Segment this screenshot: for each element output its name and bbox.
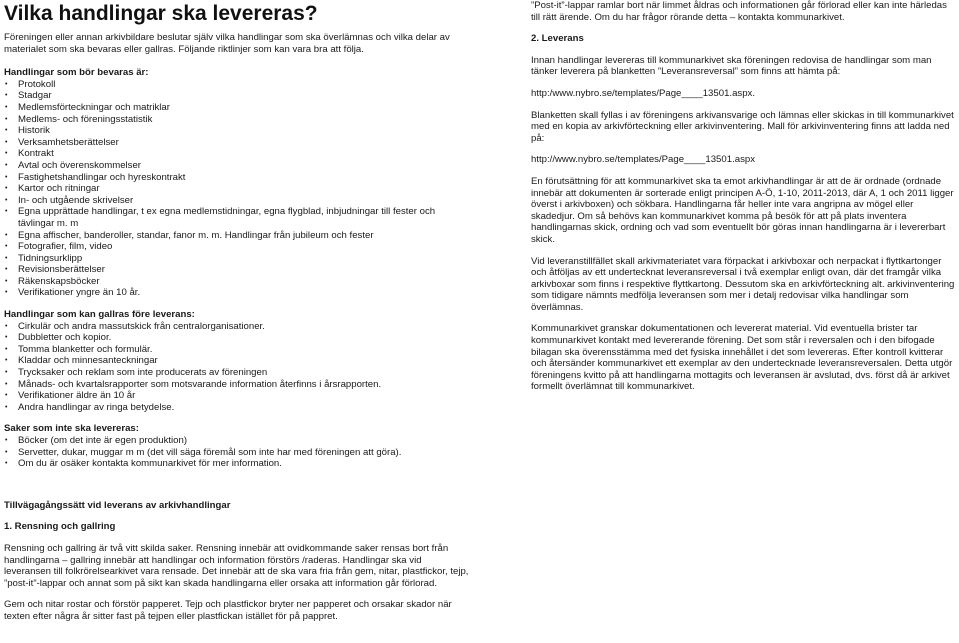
not-delivered-list [4,435,469,470]
page-title: Vilka handlingar ska levereras? [4,2,318,25]
list-item: • Fotografier, film, video [4,241,469,253]
section1-heading: 1. Rensning och gallring [4,521,116,533]
leverans-paragraph-2: Blanketten skall fyllas i av föreningens arkivansvarige och lämnas eller skickas in till kommunarkivet med en kopia av arkivförteckning eller arkivinventering. Mall för arkivinventering finns att ladda ned på: [531,109,954,144]
leverans-paragraph-3: En förutsättning för att kommunarkivet ska ta emot arkivhandlingar är att de är ordnade (ordnade innebär att dokumenten är sorterade enligt principen A-Ö, 1-10, 2011-2013, där A, 1 och 2011 ligger överst i arkivboxen) och sökbara. Handlingarna får heller inte vara angripna av mögel eller skadedjur. Om så behövs kan kommunarkivet komma på besök för att på plats inventera handlingarnas skick, ordning och vad som eventuellt bör göras innan handlingarna är i levererbart skick. [531,175,954,245]
section1-paragraph-2: Gem och nitar rostar och förstör papperet. Tejp och plastfickor bryter ner papperet och orsakar skador när texten efter några år sitter fast på tejpen eller plastfickan istället för på pappret. [4,599,452,622]
postit-paragraph: ”Post-it”-lappar ramlar bort när limmet åldras och informationen går förlorad eller kan inte härledas till rätt ärende. Om du har frågor rörande detta – kontakta kommunarkivet. [531,0,947,23]
list-item: • Verifikationer äldre än 10 år [4,390,469,402]
intro-paragraph: Föreningen eller annan arkivbildare beslutar själv vilka handlingar som ska överlämnas och vilka delar av materialet som ska bevaras eller gallras. Följande riktlinjer som kan vara bra att följa. [4,32,450,55]
list-item: • Verksamhetsberättelser [4,137,469,149]
list-item: • Stadgar [4,90,469,102]
form-url-1[interactable]: http:/www.nybro.se/templates/Page____13501.aspx. [531,87,755,99]
list-item: • Tidningsurklipp [4,253,469,265]
left-column [4,0,469,623]
section2-heading: 2. Leverans [531,33,584,45]
discard-list [4,321,469,414]
list-item: • Cirkulär och andra massutskick från centralorganisationer. [4,321,469,333]
list-item: • Andra handlingar av ringa betydelse. [4,402,469,414]
procedure-heading: Tillvägagångssätt vid leverans av arkivhandlingar [4,499,231,511]
list-item: • Avtal och överenskommelser [4,160,469,172]
list-item: • Fastighetshandlingar och hyreskontrakt [4,172,469,184]
preserve-heading: Handlingar som bör bevaras är: [4,67,149,79]
list-item: • Verifikationer yngre än 10 år. [4,287,469,299]
list-item: • Tomma blanketter och formulär. [4,344,469,356]
list-item: • Böcker (om det inte är egen produktion) [4,435,469,447]
list-item: • Egna upprättade handlingar, t ex egna medlemstidningar, egna flygblad, inbjudningar till fester och tävlingar m. m [4,206,469,229]
list-item: • Medlemsförteckningar och matriklar [4,102,469,114]
list-item: • Räkenskapsböcker [4,276,469,288]
list-item: • Dubbletter och kopior. [4,332,469,344]
preserve-list [4,79,469,299]
not-delivered-heading: Saker som inte ska levereras: [4,423,139,435]
list-item: • Egna affischer, banderoller, standar, fanor m. m. Handlingar från jubileum och fester [4,230,469,242]
list-item: • Historik [4,125,469,137]
list-item: • Trycksaker och reklam som inte producerats av föreningen [4,367,469,379]
list-item: • Om du är osäker kontakta kommunarkivet för mer information. [4,458,469,470]
list-item: • Protokoll [4,79,469,91]
list-item: • Servetter, dukar, muggar m m (det vill säga föremål som inte har med föreningen att göra). [4,447,469,459]
leverans-paragraph-4: Vid leveranstillfället skall arkivmateriatet vara förpackat i arkivboxar och nerpackat i flyttkartonger och åtföljas av ett undertecknat leveransreversal i två exemplar enligt ovan, där det framgår vilka arkivboxar som finns i respektive flyttkartong. Dessutom ska en arkivförteckning alt. arkivinventering som tidigare nämnts medfölja leveransen som mer i detalj redovisar vilka handlingar som överlämnas. [531,255,955,313]
list-item: • Kartor och ritningar [4,183,469,195]
form-url-2[interactable]: http://www.nybro.se/templates/Page____13501.aspx [531,154,755,166]
list-item: • Kladdar och minnesanteckningar [4,355,469,367]
list-item: • Månads- och kvartalsrapporter som motsvarande information återfinns i årsrapporten. [4,379,469,391]
right-column [531,0,956,393]
list-item: • In- och utgående skrivelser [4,195,469,207]
leverans-paragraph-1: Innan handlingar levereras till kommunarkivet ska föreningen redovisa de handlingar som man tänker leverera på blanketten ”Leveransreversal” som finns att hämta på: [531,54,932,78]
list-item: • Revisionsberättelser [4,264,469,276]
list-item: • Kontrakt [4,148,469,160]
discard-heading: Handlingar som kan gallras före leverans: [4,309,195,321]
section1-paragraph-1: Rensning och gallring är två vitt skilda saker. Rensning innebär att ovidkommande saker rensas bort från handlingarna – gallring innebär att handlingar och information förstörs /raderas. Handlingar ska vid leveransen till folkrörelsearkivet vara rensade. Det innebär att de ska vara fria från gem, nitar, plastfickor, tejp, ”post-it”-lappar och annat som på sikt kan skada handlingarna eller orsaka att information går förlorad. [4,542,469,589]
list-item: • Medlems- och föreningsstatistik [4,114,469,126]
leverans-paragraph-5: Kommunarkivet granskar dokumentationen och levererat material. Vid eventuella brister tar kommunarkivet kontakt med levererande förening. Det som står i reversalen och i den bifogade bilagan ska överensstämma med det fysiska innehållet i det som levereras. Efter kontroll kvitterar och återsänder kommunarkivet ett exemplar av den undertecknade leveransreversalen. Detta utgör föreningens kvitto på att handlingarna mottagits och leveransen är avslutad, dvs. först då är arkivet formellt överlämnat till kommunarkivet. [531,323,953,393]
